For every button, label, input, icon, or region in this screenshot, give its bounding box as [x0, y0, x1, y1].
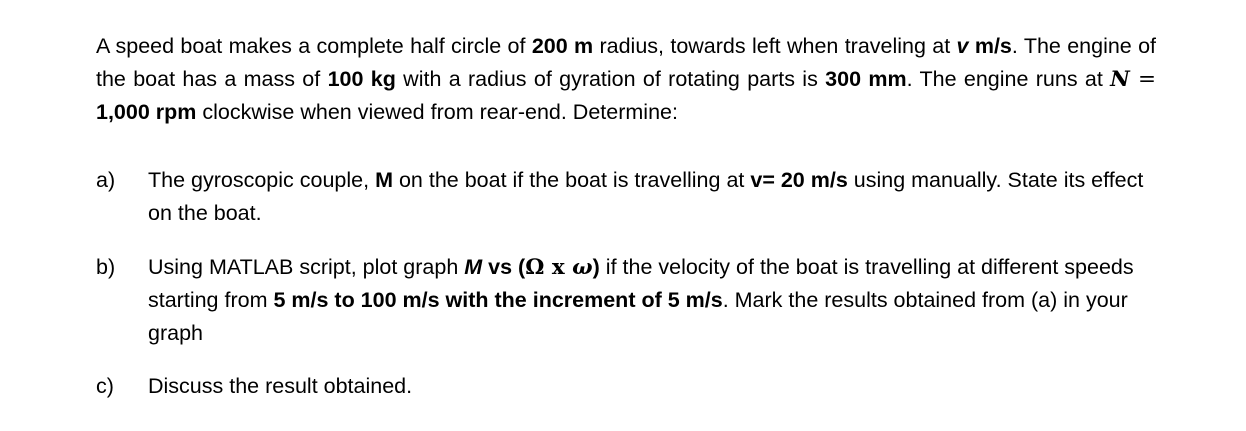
rpm-symbol: N [1110, 67, 1130, 92]
question-b-marker: b) [96, 255, 116, 279]
equals-sign: = [1129, 67, 1156, 92]
intro-text-4: with a radius of gyration of rotating parts is [395, 67, 826, 91]
question-a-text-2: on the boat if the boat is travelling at [392, 168, 751, 192]
question-a-marker: a) [96, 168, 116, 192]
problem-statement [96, 30, 1156, 129]
intro-text-6: clockwise when viewed from rear-end. Determine: [196, 100, 678, 124]
radius-value: 200 m [531, 34, 594, 58]
times-symbol: x [544, 255, 573, 280]
question-c-text-1: Discuss the result obtained. [148, 374, 413, 398]
close-paren: ) [592, 255, 600, 279]
question-c-marker: c) [96, 374, 114, 398]
question-a-text-1: The gyroscopic couple, [148, 168, 376, 192]
couple-symbol-b: M [464, 255, 483, 279]
intro-text-3: . The engine of the boat has a mass of [96, 34, 1157, 91]
mass-value: 100 kg [327, 67, 396, 91]
question-c-text [148, 370, 1154, 403]
question-a-text [148, 164, 1154, 230]
rpm-value: 1,000 rpm [96, 100, 197, 124]
velocity-unit: m/s [968, 34, 1012, 58]
speed-value: v= 20 m/s [750, 168, 848, 192]
question-b-text-3: . Mark the results obtained from (a) in your graph [148, 288, 1128, 345]
intro-text-2: radius, towards left when traveling at [593, 34, 957, 58]
vs-text: vs ( [482, 255, 526, 279]
gyration-value: 300 mm [825, 67, 907, 91]
speed-range: 5 m/s to 100 m/s with the increment of 5 m/s [273, 288, 723, 312]
question-b-text [148, 251, 1154, 350]
velocity-symbol: v [956, 34, 969, 58]
question-b-text-2: if the velocity of the boat is travelling at different speeds starting from [148, 255, 1134, 312]
intro-text-1: A speed boat makes a complete half circle of [96, 34, 532, 58]
omega-cap-symbol: Ω [525, 255, 545, 280]
omega-symbol: ω [572, 255, 593, 280]
intro-text-5: . The engine runs at [906, 67, 1111, 91]
question-a-text-3: using manually. State its effect on the boat. [148, 168, 1144, 225]
question-b-text-1: Using MATLAB script, plot graph [148, 255, 465, 279]
couple-symbol: M [375, 168, 393, 192]
